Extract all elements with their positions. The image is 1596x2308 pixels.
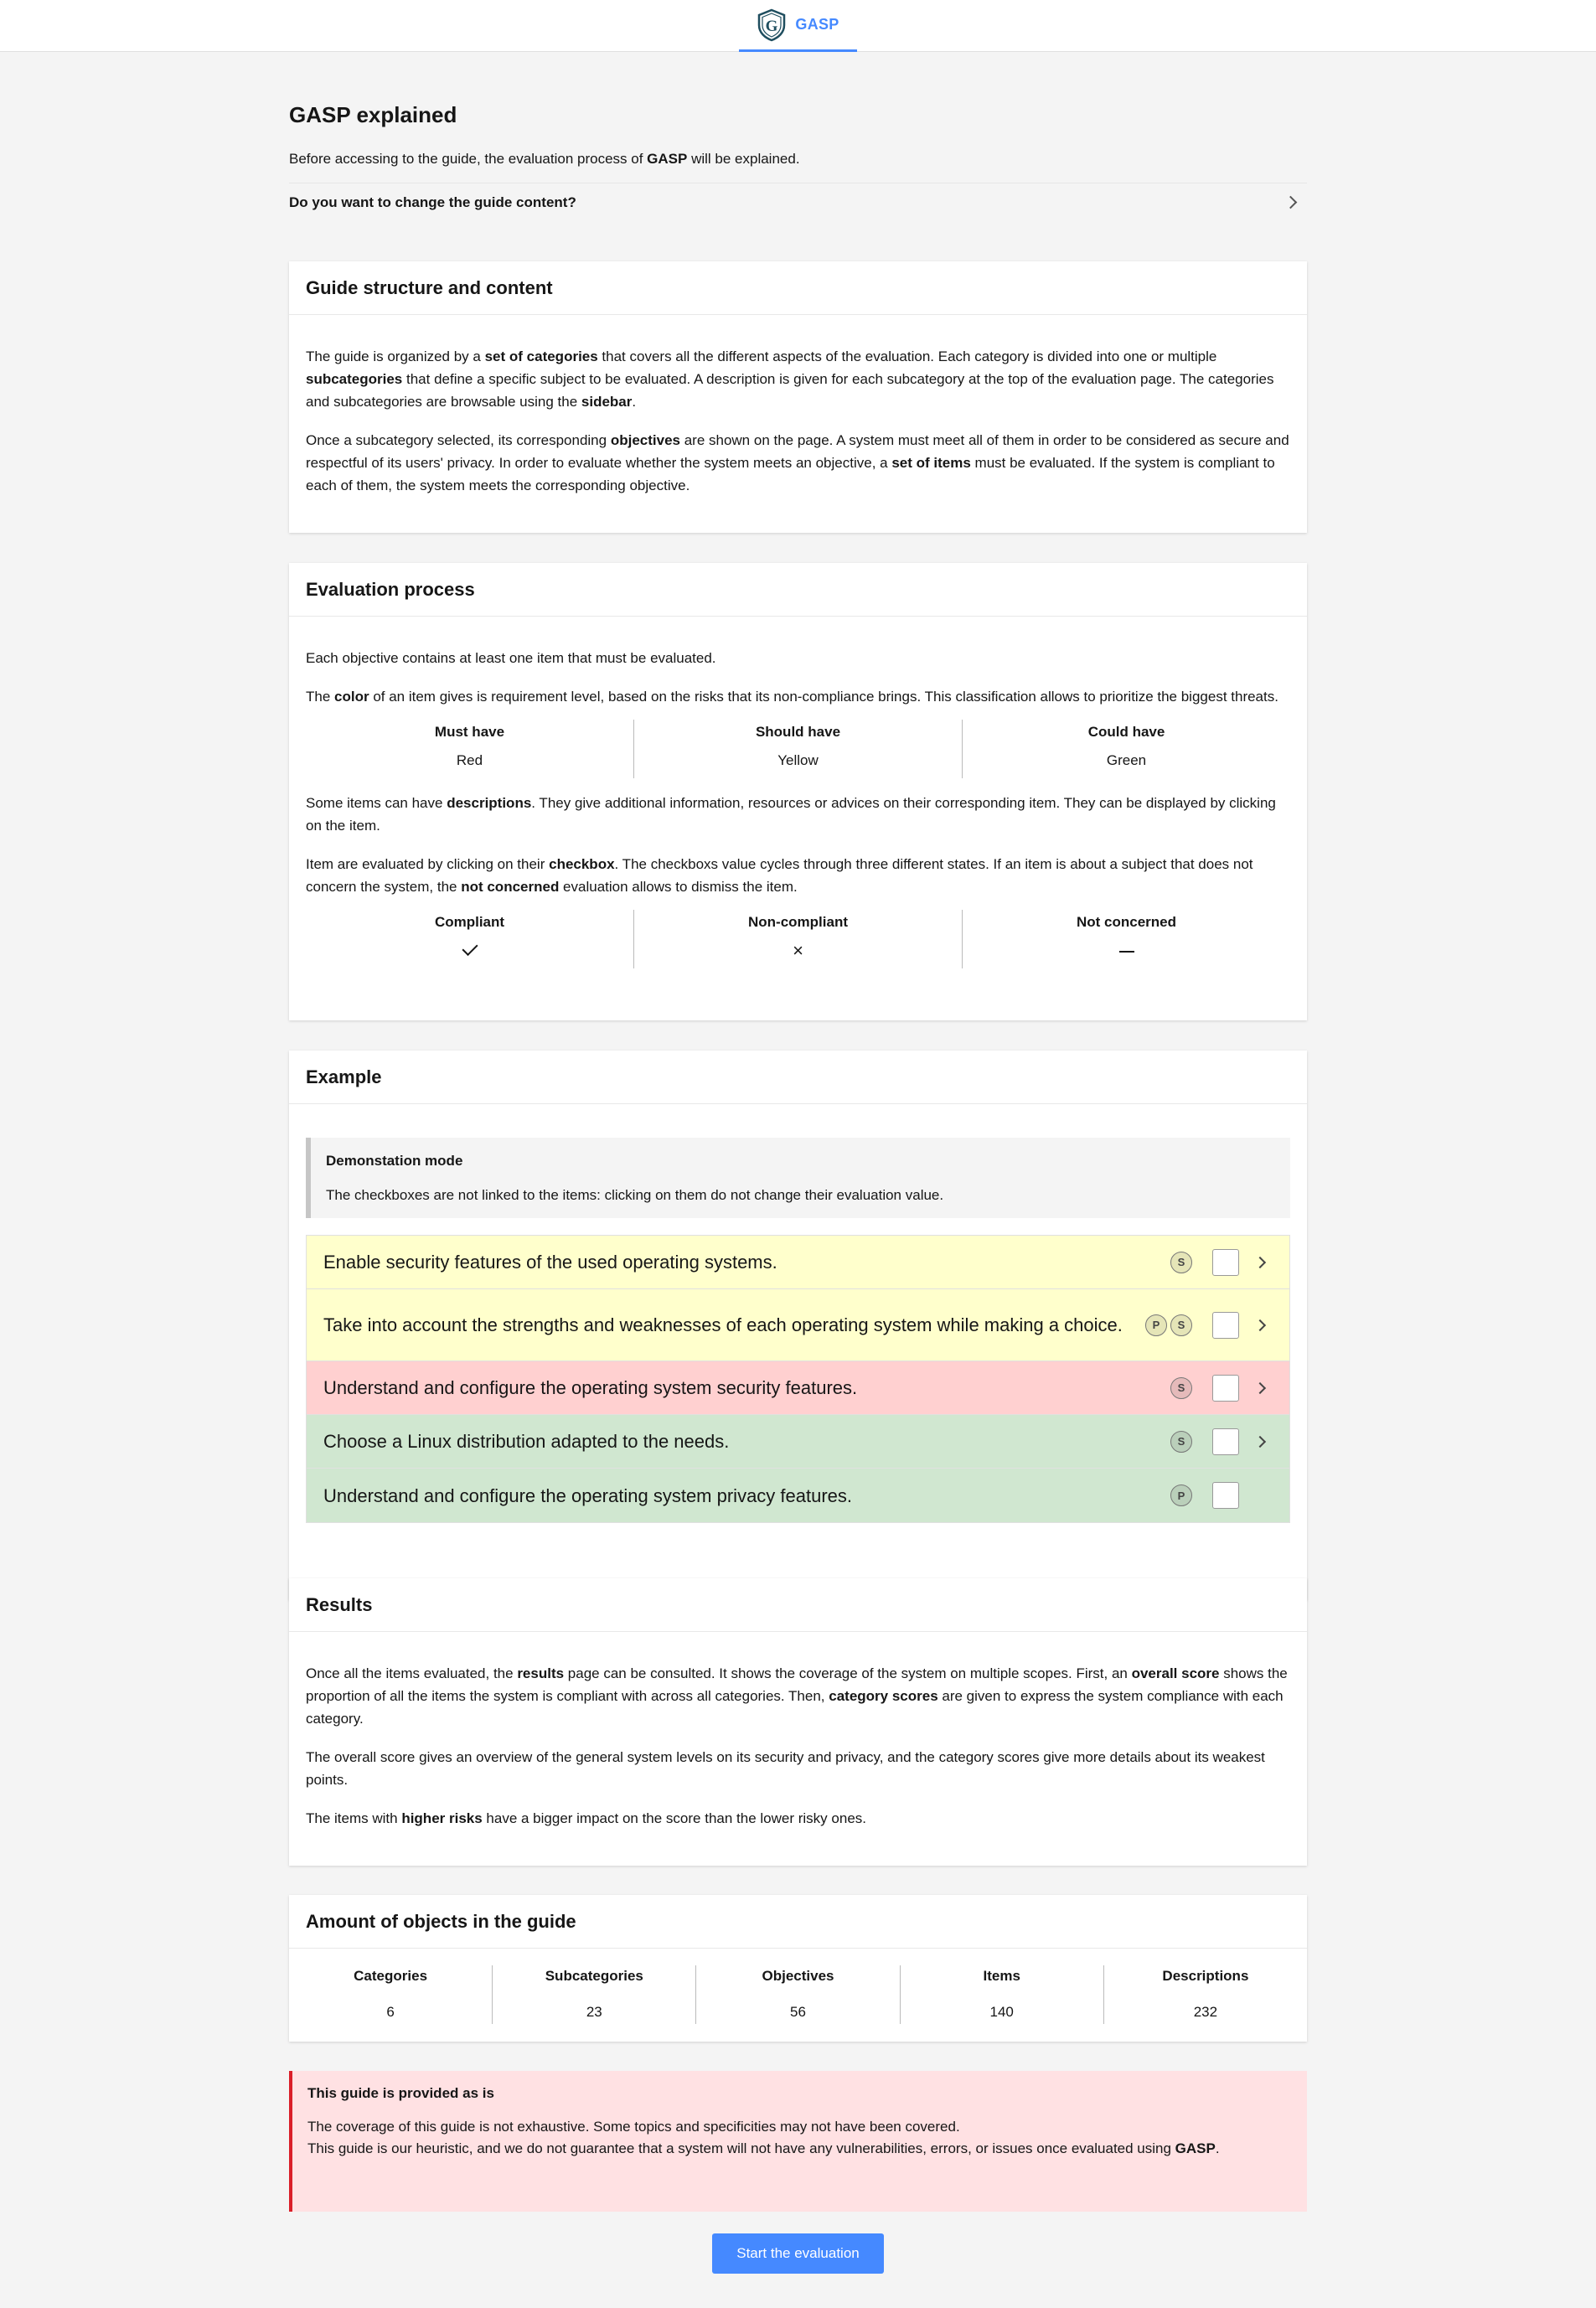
stat-label: Subcategories	[545, 1968, 643, 1984]
evaluation-paragraph-2: The color of an item gives is requirement level, based on the risks that its non-compliance brings. This classification allows to prioritize the biggest threats.	[306, 689, 1278, 705]
chevron-right-icon	[1284, 196, 1298, 209]
objects-stats-table	[289, 1949, 1307, 2037]
top-bar	[0, 0, 1596, 52]
stat-value: 23	[586, 2004, 602, 2020]
notice-line-2: This guide is our heuristic, and we do not guarantee that a system will not have any vulnerabilities, errors, or issues once evaluated using GASP.	[307, 2140, 1220, 2156]
chevron-right-icon[interactable]	[1254, 1381, 1266, 1393]
state-name: Non-compliant	[748, 914, 848, 930]
example-item-list	[306, 1235, 1290, 1523]
structure-paragraph-1: The guide is organized by a set of categories that covers all the different aspects of the evaluation. Each category is divided into one or multiple subcategories that define a specific subject to be evaluated. A description is given for each subcategory at the top of the evaluation page. The categories and subcategories are browsable using the sidebar.	[306, 349, 1274, 410]
level-could-have	[963, 720, 1290, 778]
level-color: Green	[1106, 752, 1147, 768]
evaluation-process-card	[289, 563, 1307, 1020]
demo-title: Demonstation mode	[326, 1153, 463, 1169]
evaluation-paragraph-3: Some items can have descriptions. They give additional information, resources or advices on their corresponding item. They can be displayed by clicking on the item.	[306, 795, 1276, 834]
level-color: Red	[456, 752, 483, 768]
level-color: Yellow	[777, 752, 819, 768]
item-text: Choose a Linux distribution adapted to the needs.	[323, 1431, 730, 1452]
brand-tab[interactable]	[739, 0, 857, 52]
stat-value: 232	[1193, 2004, 1218, 2020]
results-paragraph-1: Once all the items evaluated, the results page can be consulted. It shows the coverage of the system on multiple scopes. First, an overall score shows the proportion of all the items the system is compliant with across all categories. Then, category scores are given to express the system compliance with each category.	[306, 1665, 1288, 1727]
item-text: Take into account the strengths and weaknesses of each operating system while making a choice.	[323, 1314, 1123, 1335]
privacy-badge-icon: P	[1145, 1314, 1167, 1336]
chevron-right-icon[interactable]	[1254, 1435, 1266, 1447]
security-badge-icon: S	[1170, 1431, 1192, 1453]
stat-descriptions	[1104, 1965, 1307, 2024]
page-title: GASP explained	[289, 102, 457, 127]
card-title: Guide structure and content	[289, 261, 1307, 315]
stat-label: Descriptions	[1162, 1968, 1249, 1984]
stat-categories	[289, 1965, 493, 2024]
accordion-label: Do you want to change the guide content?	[289, 194, 576, 210]
results-paragraph-2: The overall score gives an overview of the general system levels on its security and privacy, and the category scores give more details about its weakest points.	[306, 1749, 1265, 1788]
brand-name: GASP	[795, 16, 839, 33]
stat-label: Objectives	[762, 1968, 834, 1984]
item-checkbox[interactable]	[1212, 1482, 1239, 1509]
stat-items	[901, 1965, 1104, 2024]
stat-objectives	[696, 1965, 900, 2024]
dash-icon	[1119, 951, 1134, 953]
start-evaluation-button[interactable]: Start the evaluation	[712, 2233, 884, 2274]
state-name: Compliant	[434, 914, 505, 930]
level-should-have	[634, 720, 963, 778]
item-checkbox[interactable]	[1212, 1249, 1239, 1276]
gasp-shield-logo-icon	[757, 8, 787, 42]
requirement-levels-table	[306, 720, 1290, 778]
state-not-concerned	[963, 910, 1290, 968]
evaluation-states-table	[306, 910, 1290, 968]
level-name: Could have	[1087, 724, 1165, 740]
item-checkbox[interactable]	[1212, 1375, 1239, 1402]
list-item[interactable]	[307, 1415, 1289, 1469]
level-must-have	[306, 720, 634, 778]
card-title: Amount of objects in the guide	[289, 1895, 1307, 1949]
intro-text: Before accessing to the guide, the evaluation process of GASP will be explained.	[289, 151, 800, 167]
demo-text: The checkboxes are not linked to the items: clicking on them do not change their evaluation value.	[326, 1187, 944, 1203]
evaluation-paragraph-4: Item are evaluated by clicking on their checkbox. The checkboxs value cycles through three different states. If an item is about a subject that does not concern the system, the not concerned evaluation allows to dismiss the item.	[306, 856, 1253, 895]
results-paragraph-3: The items with higher risks have a bigger impact on the score than the lower risky ones.	[306, 1810, 866, 1826]
structure-paragraph-2: Once a subcategory selected, its corresponding objectives are shown on the page. A system must meet all of them in order to be considered as secure and respectful of its users' privacy. In order to evaluate whether the system meets an objective, a set of items must be evaluated. If the system is compliant to each of them, the system meets the corresponding objective.	[306, 432, 1289, 493]
stat-value: 140	[989, 2004, 1014, 2020]
stat-value: 56	[790, 2004, 806, 2020]
main-content	[289, 52, 1307, 2261]
stat-label: Categories	[354, 1968, 428, 1984]
privacy-badge-icon: P	[1170, 1484, 1192, 1506]
item-checkbox[interactable]	[1212, 1312, 1239, 1339]
change-guide-content-accordion[interactable]	[289, 183, 1307, 221]
card-title: Evaluation process	[289, 563, 1307, 617]
item-checkbox[interactable]	[1212, 1428, 1239, 1455]
stat-subcategories	[493, 1965, 696, 2024]
state-non-compliant	[634, 910, 963, 968]
list-item[interactable]	[307, 1469, 1289, 1522]
demonstration-mode-notice	[306, 1138, 1290, 1218]
item-text: Understand and configure the operating system security features.	[323, 1377, 858, 1398]
cross-icon: ×	[793, 940, 803, 961]
card-title: Results	[289, 1578, 1307, 1632]
security-badge-icon: S	[1170, 1252, 1192, 1273]
evaluation-paragraph-1: Each objective contains at least one item that must be evaluated.	[306, 650, 716, 666]
list-item[interactable]	[307, 1236, 1289, 1289]
svg-text:G: G	[766, 17, 778, 35]
item-text: Enable security features of the used operating systems.	[323, 1252, 777, 1273]
guide-amount-card	[289, 1895, 1307, 2042]
card-title: Example	[289, 1051, 1307, 1104]
state-compliant	[306, 910, 634, 968]
stat-value: 6	[386, 2004, 395, 2020]
stat-label: Items	[983, 1968, 1020, 1984]
notice-line-1: The coverage of this guide is not exhaustive. Some topics and specificities may not have been covered.	[307, 2119, 960, 2135]
level-name: Should have	[755, 724, 841, 740]
list-item[interactable]	[307, 1361, 1289, 1415]
list-item[interactable]	[307, 1289, 1289, 1361]
security-badge-icon: S	[1170, 1314, 1192, 1336]
guide-structure-card	[289, 261, 1307, 533]
level-name: Must have	[434, 724, 505, 740]
disclaimer-notice	[289, 2071, 1307, 2212]
chevron-right-icon[interactable]	[1254, 1256, 1266, 1268]
state-name: Not concerned	[1076, 914, 1177, 930]
item-text: Understand and configure the operating system privacy features.	[323, 1484, 853, 1506]
example-card	[289, 1051, 1307, 1600]
security-badge-icon: S	[1170, 1377, 1192, 1399]
check-icon	[462, 940, 478, 956]
results-card	[289, 1578, 1307, 1866]
chevron-right-icon[interactable]	[1254, 1319, 1266, 1330]
notice-title: This guide is provided as is	[307, 2085, 494, 2101]
